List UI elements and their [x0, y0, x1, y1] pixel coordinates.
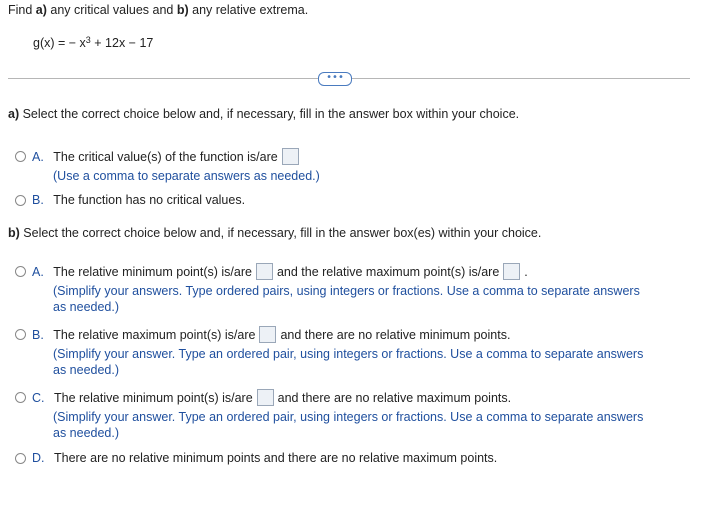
part-a-marker: a): [35, 3, 47, 17]
question-instruction: [8, 3, 308, 17]
choice-hint: as needed.): [53, 426, 120, 440]
function-lhs: g(x) = − x: [33, 36, 86, 50]
part-b-prompt-text: Select the correct choice below and, if necessary, fill in the answer box(es) within your choice.: [19, 226, 542, 240]
choice-text: The relative minimum point(s) is/are: [53, 390, 253, 405]
choice-text: and there are no relative maximum points.: [277, 390, 512, 405]
radio-b-choice-c[interactable]: [15, 392, 26, 403]
relative-minimum-answer-box[interactable]: [256, 263, 273, 280]
choice-hint: (Simplify your answers. Type ordered pairs, using integers or fractions. Use a comma to separate answers: [53, 284, 640, 298]
choice-text: The relative maximum point(s) is/are: [53, 327, 256, 342]
b-choice-b: [32, 327, 510, 344]
choice-text: There are no relative minimum points and there are no relative maximum points.: [53, 451, 498, 465]
choice-letter: B.: [32, 327, 44, 342]
part-b-prompt: [8, 226, 541, 240]
choice-letter: A.: [32, 264, 44, 279]
radio-b-choice-a[interactable]: [15, 266, 26, 277]
b-choice-a: [32, 264, 528, 281]
radio-a-choice-b[interactable]: [15, 195, 26, 206]
part-b-marker: b): [176, 3, 189, 17]
part-a-prompt-text: Select the correct choice below and, if necessary, fill in the answer box within your choice.: [19, 107, 520, 121]
instruction-text: any critical values and: [46, 3, 177, 17]
choice-hint: (Simplify your answer. Type an ordered pair, using integers or fractions. Use a comma to separate answers: [53, 410, 644, 424]
radio-b-choice-b[interactable]: [15, 329, 26, 340]
function-expression: [33, 36, 153, 50]
a-choice-a: [32, 149, 303, 166]
choice-text: and there are no relative minimum points.: [280, 327, 511, 342]
choice-hint: as needed.): [53, 300, 120, 314]
choice-text: The critical value(s) of the function is/are: [53, 149, 278, 164]
part-a-prompt: [8, 107, 519, 121]
radio-a-choice-a[interactable]: [15, 151, 26, 162]
relative-maximum-answer-box[interactable]: [259, 326, 276, 343]
part-a-label: a): [8, 107, 20, 121]
instruction-text: any relative extrema.: [188, 3, 309, 17]
relative-minimum-answer-box[interactable]: [257, 389, 274, 406]
choice-hint: as needed.): [53, 363, 120, 377]
choice-text: The relative minimum point(s) is/are: [53, 264, 252, 279]
relative-maximum-answer-box[interactable]: [503, 263, 520, 280]
part-b-label: b): [8, 226, 20, 240]
more-button[interactable]: •••: [318, 72, 352, 86]
radio-b-choice-d[interactable]: [15, 453, 26, 464]
choice-letter: A.: [32, 149, 44, 164]
function-rhs: + 12x − 17: [90, 36, 154, 50]
choice-letter: B.: [32, 193, 44, 207]
choice-text: and the relative maximum point(s) is/are: [276, 264, 500, 279]
choice-hint: (Use a comma to separate answers as needed.): [53, 169, 320, 183]
choice-hint: (Simplify your answer. Type an ordered pair, using integers or fractions. Use a comma to separate answers: [53, 347, 644, 361]
choice-text: .: [524, 264, 528, 279]
a-choice-b: [32, 193, 245, 207]
b-choice-c: [32, 390, 511, 407]
choice-text: The function has no critical values.: [53, 193, 246, 207]
instruction-text: Find: [8, 3, 36, 17]
choice-letter: C.: [32, 390, 45, 405]
choice-letter: D.: [32, 451, 45, 465]
function-exponent: 3: [85, 35, 91, 45]
b-choice-d: [32, 451, 497, 465]
critical-values-answer-box[interactable]: [282, 148, 299, 165]
